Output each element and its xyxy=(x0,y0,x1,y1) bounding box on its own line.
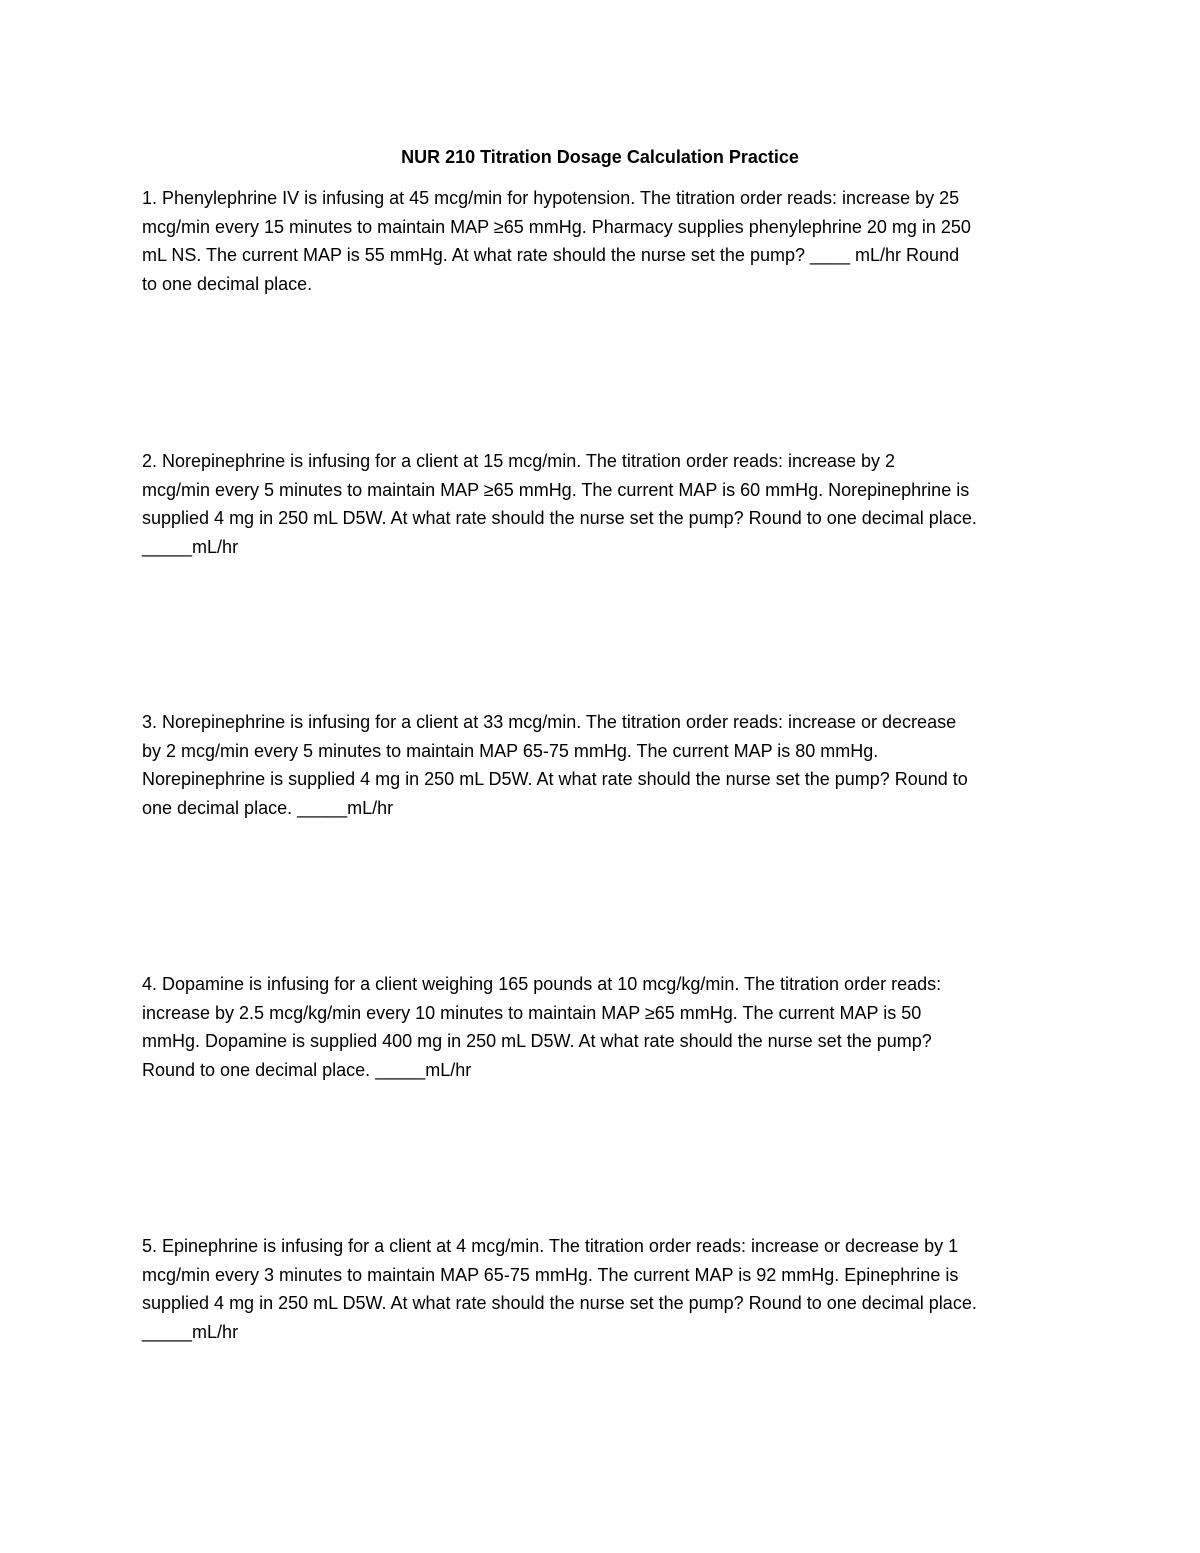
question-line: 1. Phenylephrine IV is infusing at 45 mcg/min for hypotension. The titration order reads: increase by 25 xyxy=(142,188,960,208)
question-line: mcg/min every 15 minutes to maintain MAP ≥65 mmHg. Pharmacy supplies phenylephrine 20 mg in 250 xyxy=(142,216,971,237)
question-line: increase by 2.5 mcg/kg/min every 10 minutes to maintain MAP ≥65 mmHg. The current MAP is 50 xyxy=(142,1002,922,1023)
question-5 xyxy=(142,1232,1072,1346)
question-line: 5. Epinephrine is infusing for a client at 4 mcg/min. The titration order reads: increase or decrease by 1 xyxy=(142,1236,959,1256)
question-line: one decimal place. _____mL/hr xyxy=(142,797,394,818)
question-line: 4. Dopamine is infusing for a client weighing 165 pounds at 10 mcg/kg/min. The titration order reads: xyxy=(142,974,942,994)
question-2 xyxy=(142,447,1072,561)
question-line: mmHg. Dopamine is supplied 400 mg in 250 mL D5W. At what rate should the nurse set the pump? xyxy=(142,1031,932,1051)
question-line: to one decimal place. xyxy=(142,273,313,294)
question-line: _____mL/hr xyxy=(142,536,239,557)
question-line: mcg/min every 3 minutes to maintain MAP 65-75 mmHg. The current MAP is 92 mmHg. Epinephrine is xyxy=(142,1264,959,1285)
question-line: 3. Norepinephrine is infusing for a client at 33 mcg/min. The titration order reads: increase or decrease xyxy=(142,712,957,732)
question-line: Norepinephrine is supplied 4 mg in 250 mL D5W. At what rate should the nurse set the pump? Round to xyxy=(142,769,968,789)
question-line: supplied 4 mg in 250 mL D5W. At what rate should the nurse set the pump? Round to one decimal place. xyxy=(142,508,977,528)
question-line: supplied 4 mg in 250 mL D5W. At what rate should the nurse set the pump? Round to one decimal place. xyxy=(142,1293,977,1313)
question-line: mcg/min every 5 minutes to maintain MAP ≥65 mmHg. The current MAP is 60 mmHg. Norepinephrine is xyxy=(142,479,970,500)
question-line: mL NS. The current MAP is 55 mmHg. At what rate should the nurse set the pump? ____ mL/hr Round xyxy=(142,245,960,265)
question-4 xyxy=(142,970,1072,1084)
question-line: Round to one decimal place. _____mL/hr xyxy=(142,1059,472,1080)
question-line: by 2 mcg/min every 5 minutes to maintain MAP 65-75 mmHg. The current MAP is 80 mmHg. xyxy=(142,740,879,761)
question-1 xyxy=(142,184,1072,298)
question-line: 2. Norepinephrine is infusing for a client at 15 mcg/min. The titration order reads: increase by 2 xyxy=(142,451,896,471)
question-line: _____mL/hr xyxy=(142,1321,239,1342)
question-3 xyxy=(142,708,1072,822)
document-title: NUR 210 Titration Dosage Calculation Practice xyxy=(401,147,799,167)
